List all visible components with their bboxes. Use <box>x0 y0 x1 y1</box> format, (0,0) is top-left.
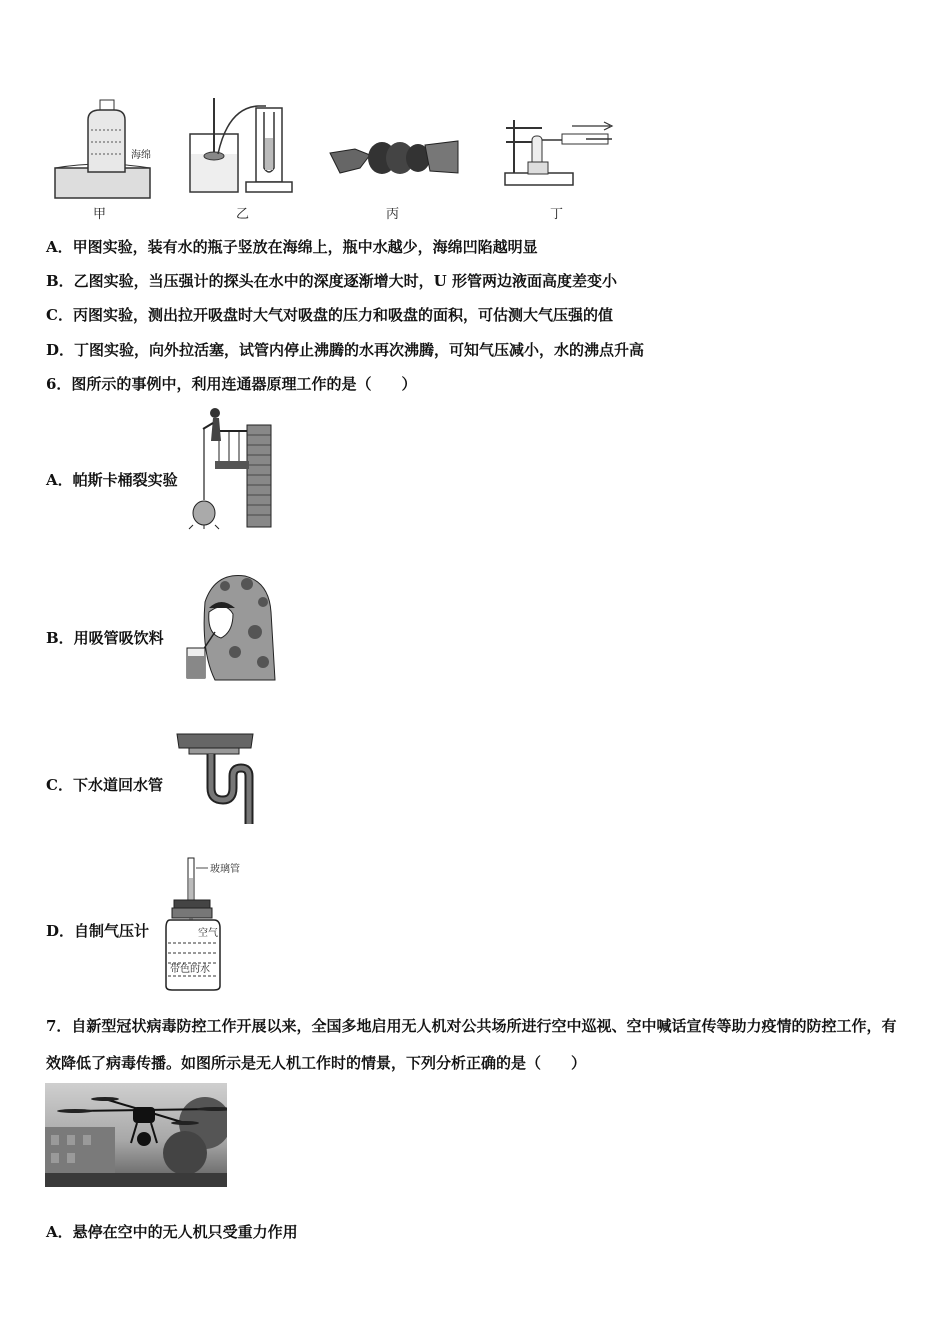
drain-trap-pipe-illustration <box>175 728 275 828</box>
q5-option-a: A．甲图实验，装有水的瓶子竖放在海绵上，瓶中水越少，海绵凹陷越明显 <box>46 238 538 256</box>
q7-stem: 7．自新型冠状病毒防控工作开展以来，全国多地启用无人机对公共场所进行空中巡视、空中喊话宣传等助力疫情的防控工作，有效降低了病毒传播。如图所示是无人机工作时的情景，下列分析正确的是（ ） <box>46 1017 897 1072</box>
figure-label-bing: 丙 <box>386 207 400 222</box>
q7-option-a: A．悬停在空中的无人机只受重力作用 <box>46 1223 298 1241</box>
figure-ding-syringe-test-tube <box>502 118 622 193</box>
child-drinking-straw-illustration <box>185 572 275 682</box>
q5-option-d: D．丁图实验，向外拉活塞，试管内停止沸腾的水再次沸腾，可知气压减小，水的沸点升高 <box>46 341 645 359</box>
figure-jia-bottle-on-sponge <box>55 100 155 205</box>
homemade-barometer-illustration <box>162 858 262 993</box>
colored-water-label: 带色的水 <box>170 964 210 975</box>
drone-photo <box>45 1083 227 1187</box>
q6-option-c: C．下水道回水管 <box>46 776 163 794</box>
q5-option-c: C．丙图实验，测出拉开吸盘时大气对吸盘的压力和吸盘的面积，可估测大气压强的值 <box>46 306 613 324</box>
q6-option-d: D．自制气压计 <box>46 922 150 940</box>
figure-label-yi: 乙 <box>236 207 250 222</box>
figure-label-jia: 甲 <box>93 207 107 222</box>
drone-icon <box>45 1083 227 1187</box>
figure-yi-pressure-gauge <box>188 98 308 203</box>
figure-label-ding: 丁 <box>550 207 564 222</box>
sponge-label: 海绵 <box>131 150 151 161</box>
air-label: 空气 <box>198 928 218 939</box>
tube-label: 玻璃管 <box>210 864 240 875</box>
q5-figure-strip <box>50 95 620 220</box>
q6-stem: 6．图所示的事例中，利用连通器原理工作的是（ ） <box>46 375 417 393</box>
q5-option-b: B．乙图实验，当压强计的探头在水中的深度逐渐增大时，U 形管两边液面高度差变小 <box>46 272 617 290</box>
pascal-barrel-illustration <box>185 405 275 530</box>
figure-bing-suction-cups <box>330 133 460 203</box>
q6-option-b: B．用吸管吸饮料 <box>46 629 164 647</box>
q6-option-a: A．帕斯卡桶裂实验 <box>46 471 178 489</box>
